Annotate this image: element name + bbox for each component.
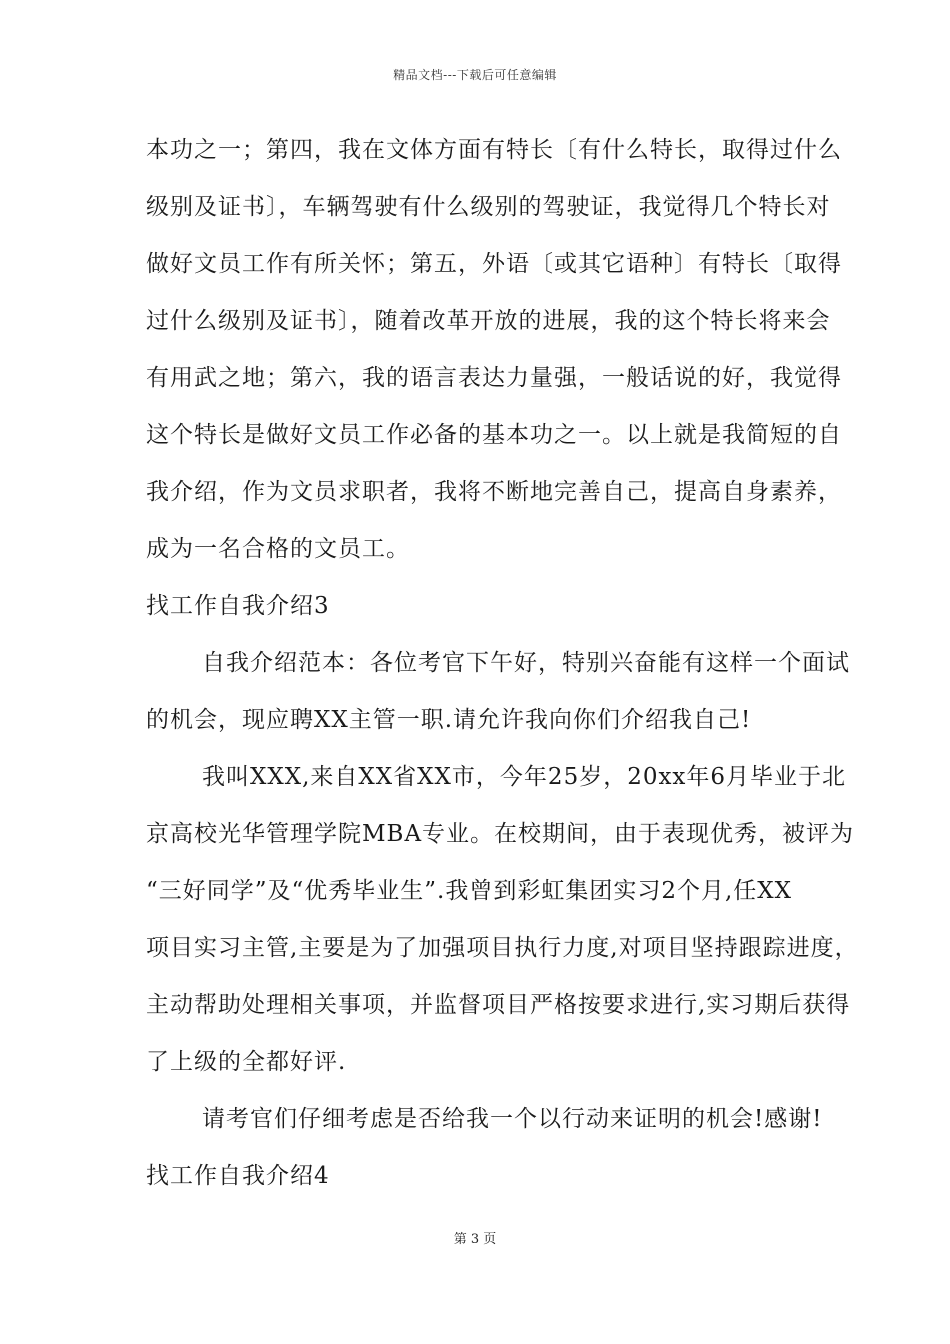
page-number: 第 3 页 [453, 1232, 497, 1247]
paragraph-line: 请考官们仔细考虑是否给我一个以行动来证明的机会!感谢! [202, 1106, 823, 1132]
paragraph-line: 我叫XXX,来自XX省XX市，今年25岁，20xx年6月毕业于北 [202, 764, 847, 790]
paragraph-line: 主动帮助处理相关事项，并监督项目严格按要求进行,实习期后获得 [146, 992, 851, 1018]
paragraph-line: 级别及证书〕，车辆驾驶有什么级别的驾驶证，我觉得几个特长对 [146, 194, 831, 220]
paragraph-line: 的机会，现应聘XX主管一职.请允许我向你们介绍我自己! [146, 707, 752, 733]
page-header: 精品文档---下载后可任意编辑 [393, 68, 557, 82]
paragraph-line: “三好同学”及“优秀毕业生”.我曾到彩虹集团实习2个月,任XX [146, 878, 793, 904]
document-body [146, 130, 859, 1213]
section-heading: 找工作自我介绍4 [146, 1163, 330, 1189]
paragraph-line: 有用武之地；第六，我的语言表达力量强，一般话说的好，我觉得 [146, 365, 842, 391]
paragraph-line: 自我介绍范本：各位考官下午好，特别兴奋能有这样一个面试 [202, 650, 850, 676]
paragraph-line: 成为一名合格的文员工。 [146, 536, 410, 562]
paragraph-line: 过什么级别及证书〕，随着改革开放的进展，我的这个特长将来会 [146, 308, 831, 334]
paragraph-line: 这个特长是做好文员工作必备的基本功之一。以上就是我简短的自 [146, 422, 842, 448]
paragraph-line: 京高校光华管理学院MBA专业。在校期间，由于表现优秀，被评为 [146, 821, 855, 847]
paragraph-line: 做好文员工作有所关怀；第五，外语〔或其它语种〕有特长〔取得 [146, 251, 842, 277]
paragraph-line: 本功之一；第四，我在文体方面有特长〔有什么特长，取得过什么 [146, 137, 842, 163]
paragraph-line: 我介绍，作为文员求职者，我将不断地完善自己，提高自身素养， [146, 479, 842, 505]
paragraph-line: 项目实习主管,主要是为了加强项目执行力度,对项目坚持跟踪进度， [146, 935, 859, 961]
section-heading: 找工作自我介绍3 [146, 593, 330, 619]
paragraph-line: 了上级的全都好评. [146, 1049, 347, 1075]
